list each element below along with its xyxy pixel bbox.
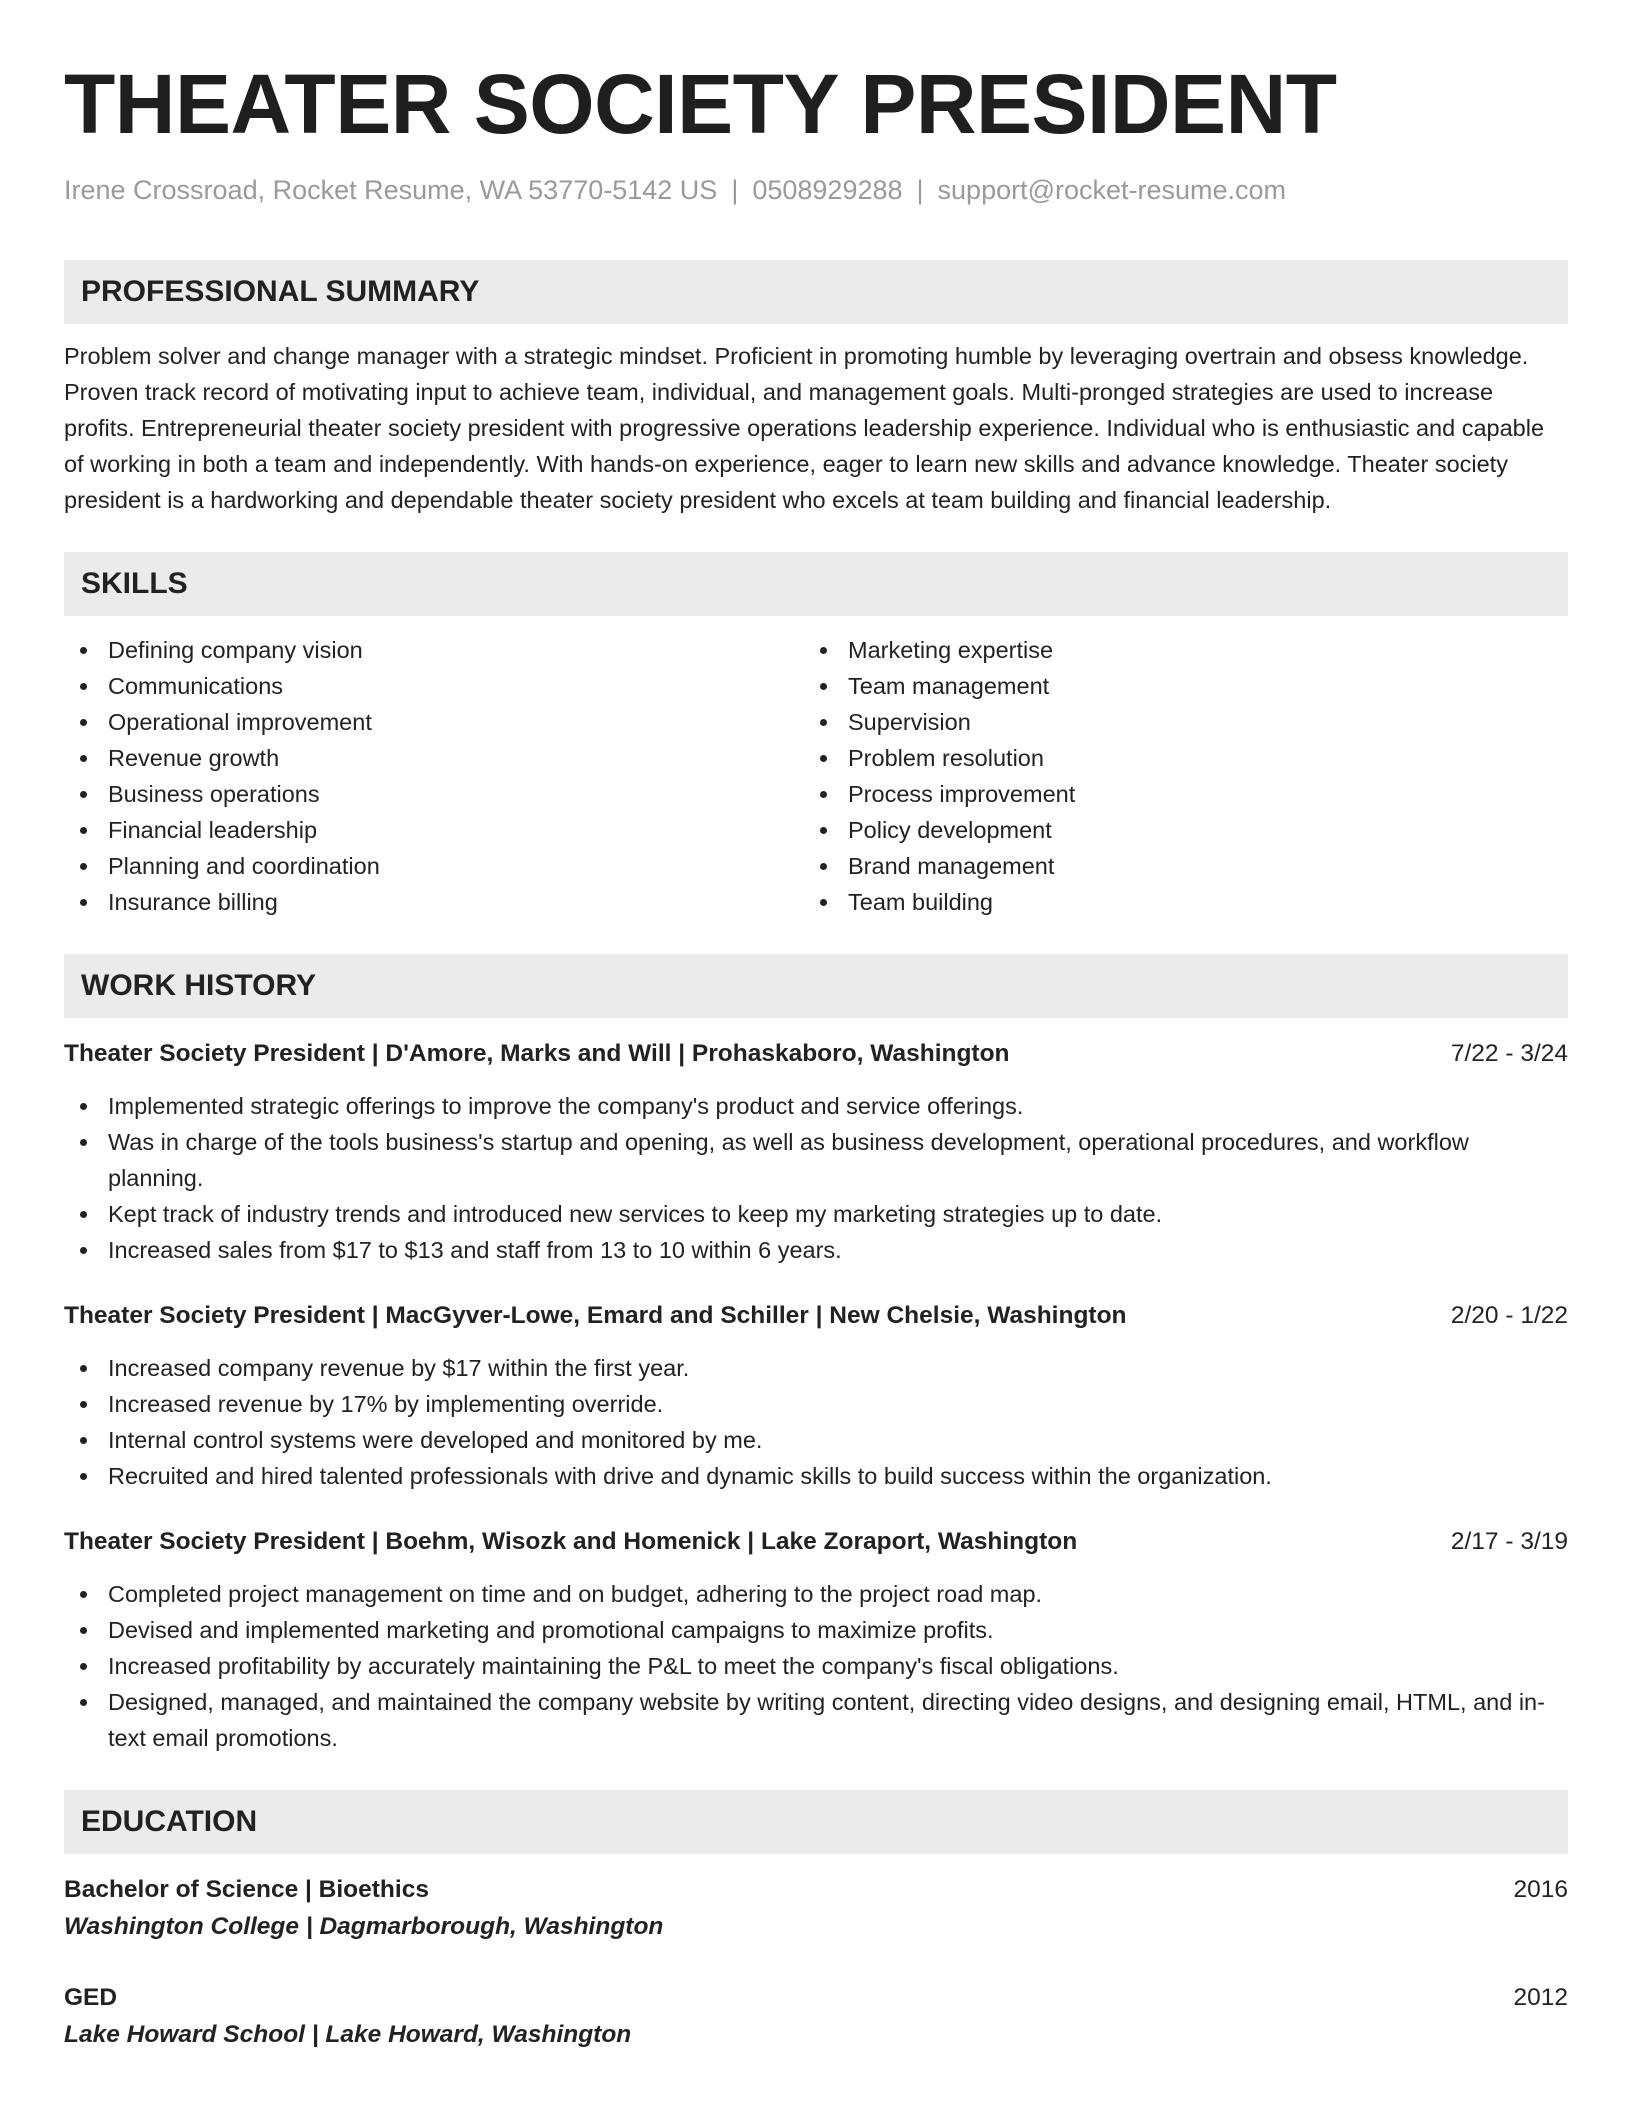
skill-item: Process improvement	[804, 776, 1544, 812]
job-entry	[64, 1036, 1568, 1268]
skills-list	[64, 632, 1568, 920]
duty-item: Increased profitability by accurately maintaining the P&L to meet the company's fiscal obligations.	[64, 1648, 1558, 1684]
contact-separator: |	[916, 175, 924, 205]
job-title: Theater Society President | Boehm, Wisozk and Homenick | Lake Zoraport, Washington	[64, 1528, 1078, 1555]
duty-item: Devised and implemented marketing and promotional campaigns to maximize profits.	[64, 1612, 1558, 1648]
section-heading-work-history: WORK HISTORY	[64, 954, 1568, 1018]
summary-text: Problem solver and change manager with a strategic mindset. Proficient in promoting humble by leveraging overtrain and obsess knowledge. Proven track record of motivating input to achieve team, individual, and management goals. Multi-pronged strategies are used to increase profits. Entrepreneurial theater society president with progressive operations leadership experience. Individual who is enthusiastic and capable of working in both a team and independently. With hands-on experience, eager to learn new skills and advance knowledge. Theater society president is a hardworking and dependable theater society president who excels at team building and financial leadership.	[64, 343, 1545, 513]
job-entry	[64, 1524, 1568, 1756]
skills-column-left	[64, 632, 804, 920]
education-degree: Bachelor of Science | Bioethics	[64, 1876, 429, 1903]
education-school: Washington College | Dagmarborough, Washington	[64, 1913, 664, 1940]
duty-item: Increased company revenue by $17 within the first year.	[64, 1350, 1558, 1386]
job-dates: 2/20 - 1/22	[1450, 1302, 1568, 1329]
skill-item: Communications	[64, 668, 804, 704]
job-header	[64, 1036, 1568, 1072]
education-header	[64, 1980, 1568, 2016]
skill-item: Operational improvement	[64, 704, 804, 740]
contact-separator: |	[731, 175, 739, 205]
education-year: 2016	[1513, 1876, 1568, 1903]
duty-item: Increased revenue by 17% by implementing override.	[64, 1386, 1558, 1422]
duty-item: Increased sales from $17 to $13 and staff from 13 to 10 within 6 years.	[64, 1232, 1558, 1268]
contact-email: support@rocket-resume.com	[937, 175, 1287, 205]
skill-item: Brand management	[804, 848, 1544, 884]
section-heading-summary: PROFESSIONAL SUMMARY	[64, 260, 1568, 324]
skill-item: Team management	[804, 668, 1544, 704]
job-header	[64, 1524, 1568, 1560]
education-degree: GED	[64, 1984, 118, 2011]
skill-item: Financial leadership	[64, 812, 804, 848]
contact-address: Irene Crossroad, Rocket Resume, WA 53770-5142 US	[64, 175, 718, 205]
skill-item: Marketing expertise	[804, 632, 1544, 668]
job-header	[64, 1298, 1568, 1334]
job-dates: 7/22 - 3/24	[1450, 1040, 1568, 1067]
contact-phone: 0508929288	[752, 175, 903, 205]
duty-item: Recruited and hired talented professionals with drive and dynamic skills to build success within the organization.	[64, 1458, 1558, 1494]
contact-line	[64, 172, 1568, 208]
skill-item: Insurance billing	[64, 884, 804, 920]
skill-item: Problem resolution	[804, 740, 1544, 776]
education-header	[64, 1872, 1568, 1908]
duty-item: Designed, managed, and maintained the company website by writing content, directing video designs, and designing email, HTML, and in-text email promotions.	[64, 1684, 1558, 1756]
duty-item: Kept track of industry trends and introduced new services to keep my marketing strategies up to date.	[64, 1196, 1558, 1232]
skills-column-right	[804, 632, 1544, 920]
job-entry	[64, 1298, 1568, 1494]
section-heading-education: EDUCATION	[64, 1790, 1568, 1854]
education-school: Lake Howard School | Lake Howard, Washington	[64, 2021, 632, 2048]
skill-item: Supervision	[804, 704, 1544, 740]
skill-item: Revenue growth	[64, 740, 804, 776]
skill-item: Business operations	[64, 776, 804, 812]
education-entry	[64, 1872, 1568, 1946]
duty-item: Completed project management on time and on budget, adhering to the project road map.	[64, 1576, 1558, 1612]
resume-name: THEATER SOCIETY PRESIDENT	[64, 57, 1337, 151]
duty-item: Implemented strategic offerings to improve the company's product and service offerings.	[64, 1088, 1558, 1124]
education-entry	[64, 1980, 1568, 2054]
education-year: 2012	[1513, 1984, 1568, 2011]
skill-item: Policy development	[804, 812, 1544, 848]
job-title: Theater Society President | D'Amore, Marks and Will | Prohaskaboro, Washington	[64, 1040, 1010, 1067]
job-duties	[64, 1576, 1568, 1756]
job-dates: 2/17 - 3/19	[1450, 1528, 1568, 1555]
section-heading-skills: SKILLS	[64, 552, 1568, 616]
skill-item: Planning and coordination	[64, 848, 804, 884]
job-title: Theater Society President | MacGyver-Lowe, Emard and Schiller | New Chelsie, Washington	[64, 1302, 1127, 1329]
job-duties	[64, 1350, 1568, 1494]
duty-item: Was in charge of the tools business's startup and opening, as well as business development, operational procedures, and workflow planning.	[64, 1124, 1558, 1196]
duty-item: Internal control systems were developed and monitored by me.	[64, 1422, 1558, 1458]
skill-item: Defining company vision	[64, 632, 804, 668]
skill-item: Team building	[804, 884, 1544, 920]
job-duties	[64, 1088, 1568, 1268]
